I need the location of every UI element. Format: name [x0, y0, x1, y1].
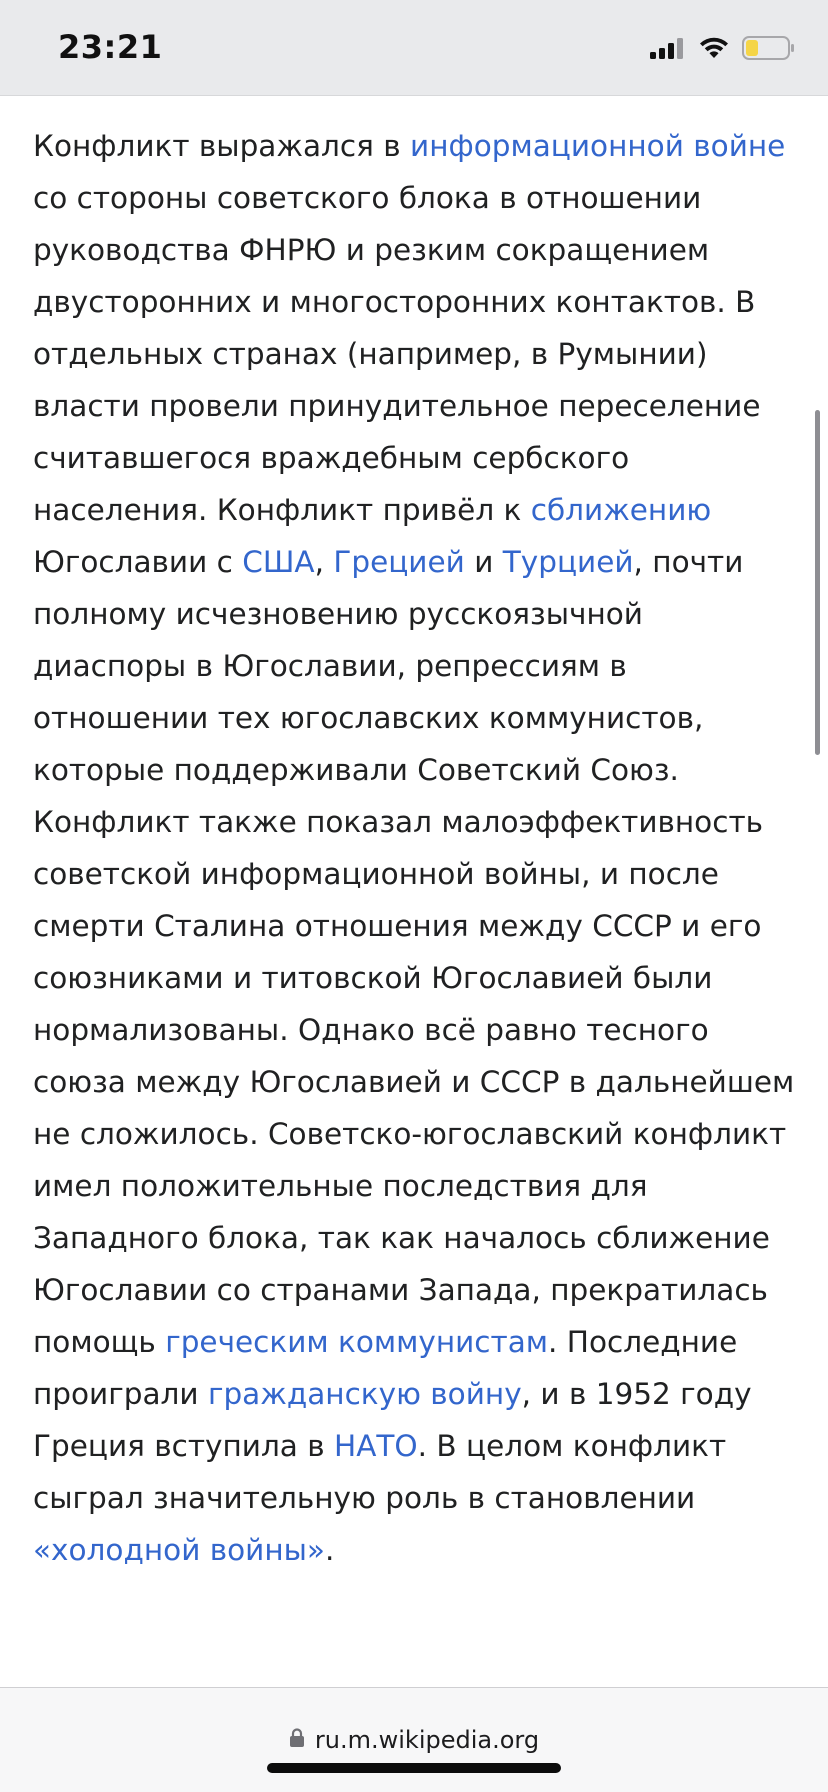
wifi-icon	[698, 36, 730, 60]
article-paragraph	[33, 120, 803, 1576]
status-time: 23:21	[58, 28, 163, 66]
article-text: со стороны советского блока в отношении руководства ФНРЮ и резким сокращением двусторонних и многосторонних контактов. В отдельных странах (например, в Румынии) власти провели принудительное переселение считавшегося враждебным сербского населения. Конфликт привёл к	[33, 181, 761, 527]
article-text: . Последние проиграли	[33, 1325, 738, 1411]
article-text: , и в 1952 году Греция вступила в	[33, 1377, 752, 1463]
article-text: . В целом конфликт сыграл значительную роль в становлении	[33, 1429, 727, 1515]
url-text[interactable]: ru.m.wikipedia.org	[314, 1726, 540, 1754]
browser-address-bar[interactable]	[0, 1687, 828, 1792]
article-link[interactable]: сближению	[530, 493, 712, 527]
status-bar	[0, 0, 828, 96]
battery-low-icon	[742, 36, 796, 60]
article-text: Конфликт выражался в	[33, 129, 411, 163]
article-link[interactable]: Грецией	[333, 545, 465, 579]
article-text: ,	[314, 545, 334, 579]
article-link[interactable]: НАТО	[334, 1429, 418, 1463]
article-text: .	[324, 1533, 335, 1567]
article-link[interactable]: греческим коммунистам	[165, 1325, 549, 1359]
article-link[interactable]: информационной войне	[410, 129, 786, 163]
article-link[interactable]: гражданскую войну	[207, 1377, 522, 1411]
article-text: , почти полному исчезновению русскоязычной диаспоры в Югославии, репрессиям в отношении тех югославских коммунистов, которые поддерживали Советский Союз. Конфликт также показал малоэффективность советской информационной войны, и после смерти Сталина отношения между СССР и его союзниками и титовской Югославией были нормализованы. Однако всё равно тесного союза между Югославией и СССР в дальнейшем не сложилось. Советско-югославский конфликт имел положительные последствия для Западного блока, так как началось сближение Югославии со странами Запада, прекратилась помощь	[33, 545, 795, 1359]
cellular-signal-icon	[650, 37, 686, 59]
article-link[interactable]: «холодной войны»	[33, 1533, 325, 1567]
status-icons	[650, 36, 796, 60]
article-text: Югославии с	[33, 545, 243, 579]
article-link[interactable]: Турцией	[502, 545, 634, 579]
article-text: и	[464, 545, 503, 579]
home-indicator[interactable]	[267, 1763, 561, 1773]
article-link[interactable]: США	[242, 545, 315, 579]
scrollbar[interactable]	[815, 410, 820, 755]
url-row[interactable]	[0, 1726, 828, 1754]
lock-icon	[289, 1728, 305, 1753]
